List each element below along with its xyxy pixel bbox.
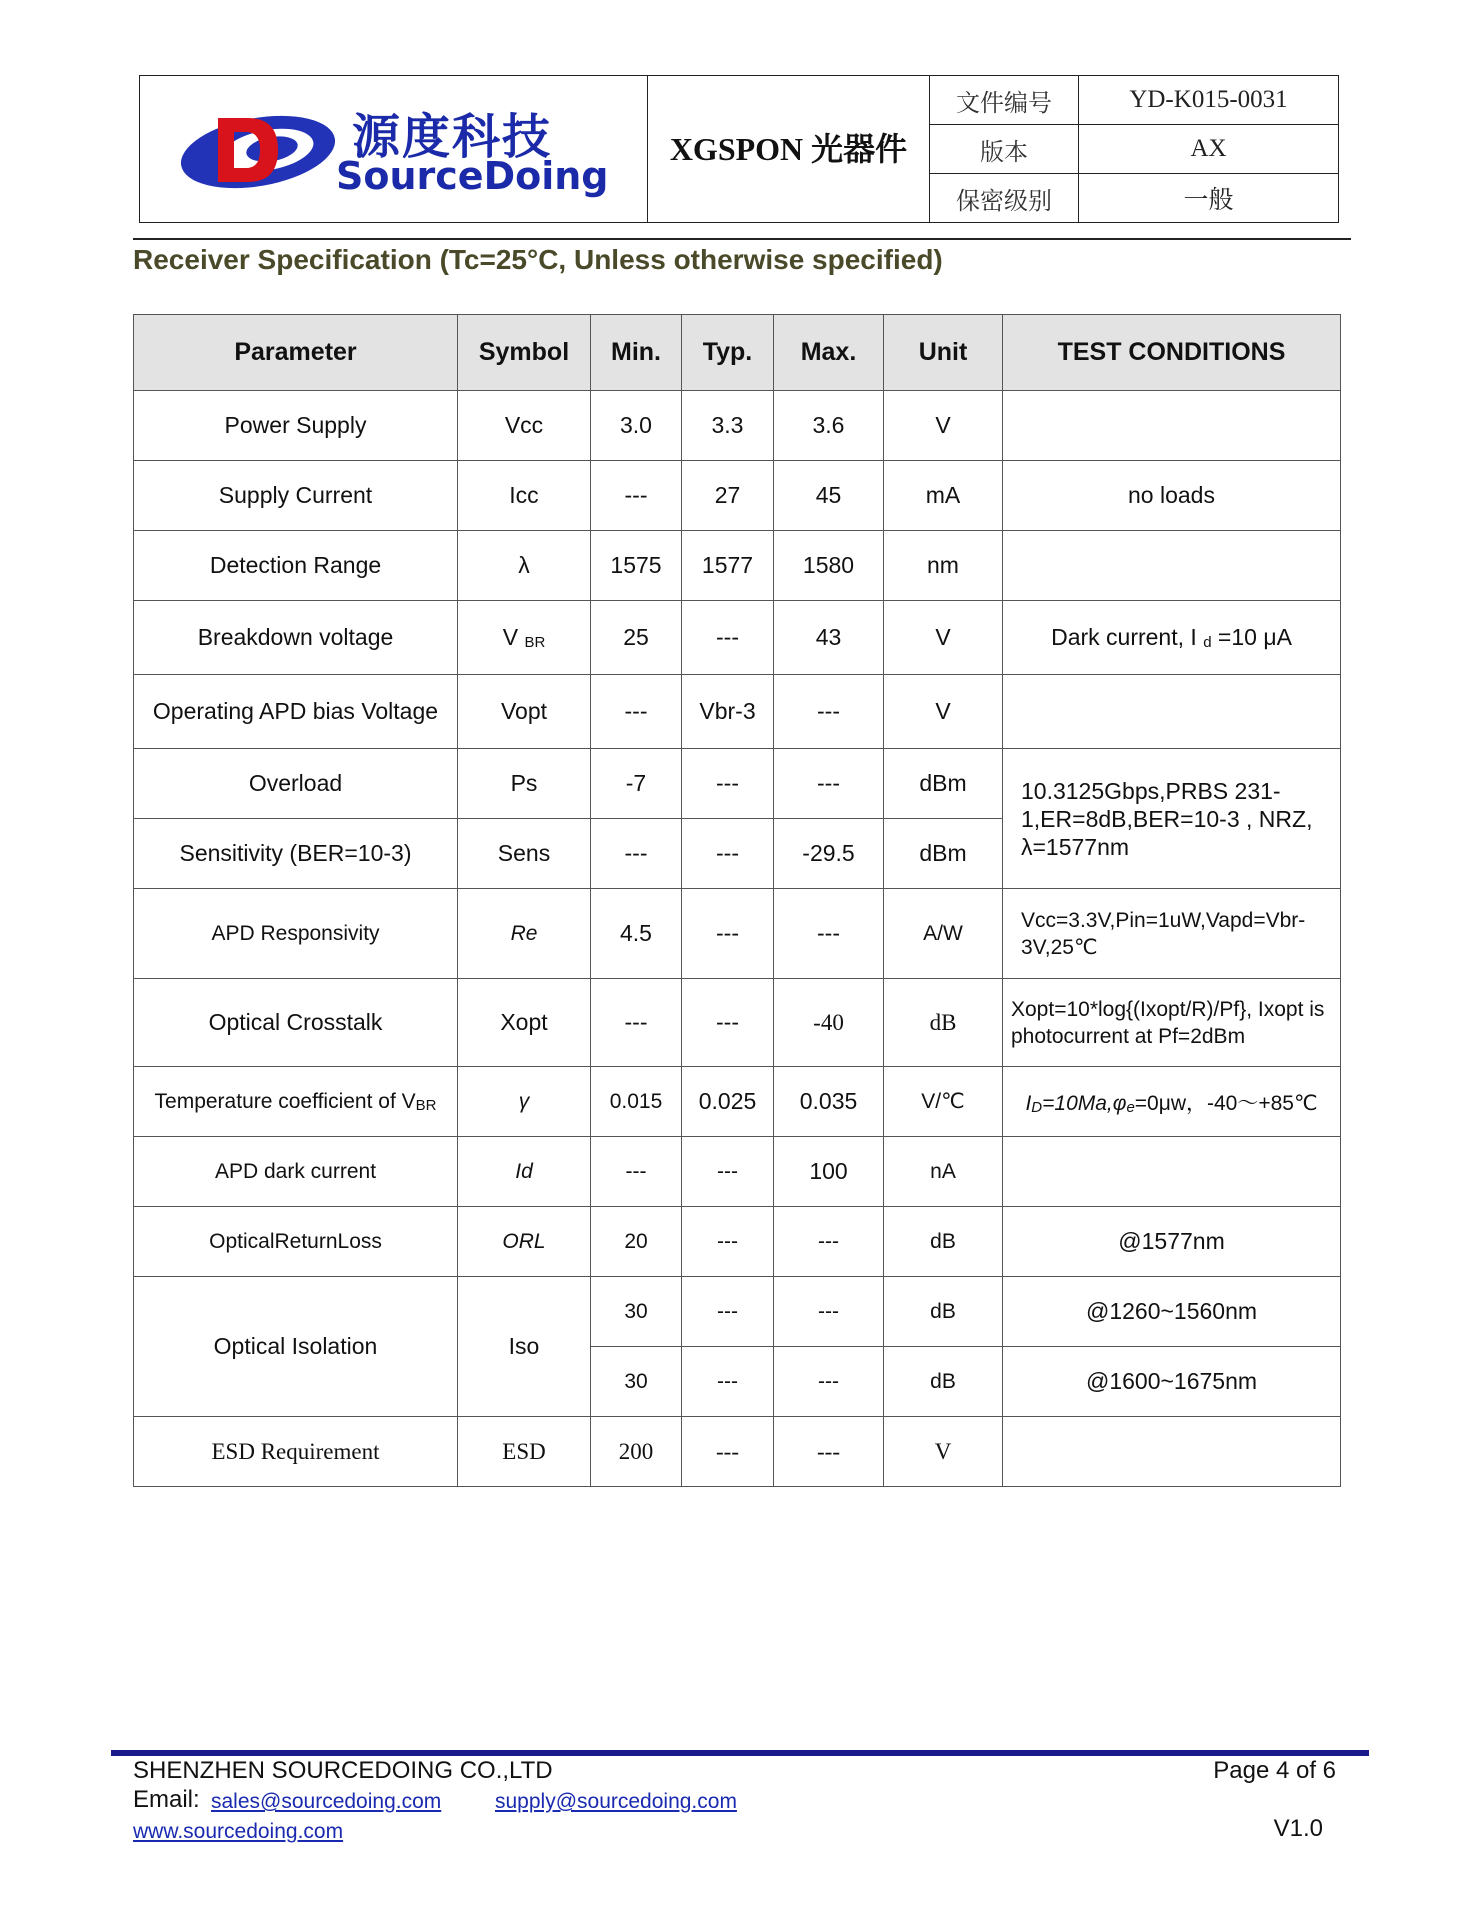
max-cell: 45 [774,461,884,531]
table-header-row [134,315,1341,391]
symbol-cell: Vopt [458,675,591,749]
unit-cell: V/℃ [884,1067,1003,1137]
meta-key: 保密级别 [930,174,1079,222]
max-cell: 43 [774,601,884,675]
max-cell: 100 [774,1137,884,1207]
meta-value: 一般 [1183,187,1234,214]
col-header-unit: Unit [884,315,1003,391]
condition-cell [1003,1137,1341,1207]
unit-cell: nm [884,531,1003,601]
receiver-spec-table [133,314,1341,1487]
symbol-cell: Ps [458,749,591,819]
unit-cell: mA [884,461,1003,531]
unit-cell: V [884,675,1003,749]
max-cell: -40 [774,979,884,1067]
condition-text: =0μw，-40～+85℃ [1134,1091,1318,1115]
max-cell: --- [774,1207,884,1277]
col-header-test-conditions: TEST CONDITIONS [1003,315,1341,391]
condition-cell: @1577nm [1003,1207,1341,1277]
symbol-cell: ORL [458,1207,591,1277]
symbol-cell: λ [458,531,591,601]
min-cell: 3.0 [591,391,682,461]
symbol-cell: ESD [458,1417,591,1487]
unit-cell: A/W [884,889,1003,979]
typ-cell: --- [682,889,774,979]
typ-cell: 1577 [682,531,774,601]
condition-text: I [1025,1091,1032,1115]
sales-email-link[interactable]: sales@sourcedoing.com [211,1790,442,1813]
min-cell: 20 [591,1207,682,1277]
website-link[interactable]: www.sourcedoing.com [133,1820,344,1843]
max-cell: --- [774,675,884,749]
condition-cell: Vcc=3.3V,Pin=1uW,Vapd=Vbr-3V,25℃ [1003,889,1341,979]
param-cell: Optical Isolation [134,1277,458,1417]
min-cell: --- [591,819,682,889]
typ-cell: 3.3 [682,391,774,461]
param-cell: Power Supply [134,391,458,461]
condition-cell: Xopt=10*log{(Ixopt/R)/Pf}, Ixopt is photocurrent at Pf=2dBm [1003,979,1341,1067]
condition-cell: @1260~1560nm [1003,1277,1341,1347]
symbol-cell: Iso [458,1277,591,1417]
condition-cell [1003,391,1341,461]
meta-row-doc-number [930,76,1338,125]
typ-cell: --- [682,1277,774,1347]
document-title: XGSPON 光器件 [648,76,930,222]
table-row [134,675,1341,749]
table-row [134,1067,1341,1137]
unit-cell: V [884,1417,1003,1487]
table-row [134,1137,1341,1207]
min-cell: 30 [591,1347,682,1417]
table-row [134,461,1341,531]
symbol-cell: Re [458,889,591,979]
col-header-min: Min. [591,315,682,391]
footer-email-label: Email: [133,1786,200,1813]
col-header-parameter: Parameter [134,315,458,391]
symbol-main: V [502,624,519,650]
max-cell: -29.5 [774,819,884,889]
condition-subscript: d [1203,634,1212,651]
typ-cell: 0.025 [682,1067,774,1137]
unit-cell: dBm [884,749,1003,819]
table-row [134,601,1341,675]
unit-cell: dB [884,1277,1003,1347]
logo-english-text: SourceDoing [336,154,609,198]
condition-cell [1003,1067,1341,1137]
footer-divider [111,1750,1369,1756]
param-cell: Operating APD bias Voltage [134,675,458,749]
condition-cell [1003,675,1341,749]
min-cell: --- [591,675,682,749]
symbol-cell: Icc [458,461,591,531]
condition-cell: @1600~1675nm [1003,1347,1341,1417]
max-cell: 3.6 [774,391,884,461]
col-header-typ: Typ. [682,315,774,391]
document-meta [930,76,1338,222]
table-row [134,979,1341,1067]
param-cell: Supply Current [134,461,458,531]
param-cell: ESD Requirement [134,1417,458,1487]
meta-value: AX [1190,135,1227,162]
symbol-cell: Id [458,1137,591,1207]
col-header-symbol: Symbol [458,315,591,391]
condition-text: =10 μA [1217,624,1292,650]
page-number: Page 4 of 6 [1213,1757,1336,1784]
min-cell: 4.5 [591,889,682,979]
condition-subscript: D [1031,1098,1043,1116]
header-divider [133,238,1351,240]
symbol-cell: Sens [458,819,591,889]
max-cell: --- [774,1277,884,1347]
min-cell: 0.015 [591,1067,682,1137]
symbol-subscript: BR [524,634,546,651]
param-subscript: BR [415,1096,437,1114]
typ-cell: --- [682,749,774,819]
unit-cell: dBm [884,819,1003,889]
typ-cell: Vbr-3 [682,675,774,749]
condition-text: =10Ma,φ [1042,1091,1127,1115]
max-cell: --- [774,1347,884,1417]
condition-cell: 10.3125Gbps,PRBS 231-1,ER=8dB,BER=10-3 , NRZ, λ=1577nm [1003,749,1341,889]
sourcedoing-logo-icon [176,104,346,200]
param-cell: Breakdown voltage [134,601,458,675]
param-cell: Overload [134,749,458,819]
company-logo [140,76,648,222]
unit-cell: dB [884,979,1003,1067]
typ-cell: --- [682,819,774,889]
condition-text: Dark current, I [1051,624,1197,650]
max-cell: 0.035 [774,1067,884,1137]
supply-email-link[interactable]: supply@sourcedoing.com [495,1790,737,1813]
logo-chinese-text: 源度科技 [352,109,553,165]
typ-cell: --- [682,1347,774,1417]
max-cell: --- [774,749,884,819]
document-header [139,75,1339,223]
typ-cell: --- [682,979,774,1067]
condition-cell: no loads [1003,461,1341,531]
param-cell: APD Responsivity [134,889,458,979]
typ-cell: --- [682,601,774,675]
condition-cell [1003,531,1341,601]
unit-cell: dB [884,1207,1003,1277]
section-title: Receiver Specification (Tc=25°C, Unless otherwise specified) [133,244,943,275]
document-version: V1.0 [1273,1815,1323,1842]
param-cell: APD dark current [134,1137,458,1207]
symbol-cell [458,601,591,675]
param-cell: Sensitivity (BER=10-3) [134,819,458,889]
condition-cell [1003,1417,1341,1487]
typ-cell: --- [682,1137,774,1207]
col-header-max: Max. [774,315,884,391]
unit-cell: V [884,391,1003,461]
unit-cell: dB [884,1347,1003,1417]
meta-key: 版本 [930,125,1079,173]
typ-cell: --- [682,1207,774,1277]
symbol-cell: γ [458,1067,591,1137]
param-cell: Detection Range [134,531,458,601]
param-text: Temperature coefficient of V [154,1089,416,1113]
table-row [134,1207,1341,1277]
table-row [134,1417,1341,1487]
table-row [134,1277,1341,1347]
footer-company: SHENZHEN SOURCEDOING CO.,LTD [133,1757,553,1784]
max-cell: --- [774,1417,884,1487]
symbol-cell: Xopt [458,979,591,1067]
min-cell: 30 [591,1277,682,1347]
table-row [134,749,1341,819]
table-row [134,531,1341,601]
min-cell: -7 [591,749,682,819]
param-cell [134,1067,458,1137]
meta-row-version [930,125,1338,174]
min-cell: 25 [591,601,682,675]
min-cell: --- [591,979,682,1067]
meta-key: 文件编号 [930,76,1079,124]
typ-cell: 27 [682,461,774,531]
min-cell: --- [591,461,682,531]
min-cell: --- [591,1137,682,1207]
param-cell: Optical Crosstalk [134,979,458,1067]
max-cell: 1580 [774,531,884,601]
table-row [134,391,1341,461]
min-cell: 200 [591,1417,682,1487]
condition-cell [1003,601,1341,675]
condition-subscript: e [1126,1098,1135,1116]
meta-row-security-level [930,174,1338,222]
meta-value: YD-K015-0031 [1129,86,1288,113]
typ-cell: --- [682,1417,774,1487]
table-row [134,889,1341,979]
max-cell: --- [774,889,884,979]
min-cell: 1575 [591,531,682,601]
unit-cell: V [884,601,1003,675]
param-cell: OpticalReturnLoss [134,1207,458,1277]
symbol-cell: Vcc [458,391,591,461]
unit-cell: nA [884,1137,1003,1207]
